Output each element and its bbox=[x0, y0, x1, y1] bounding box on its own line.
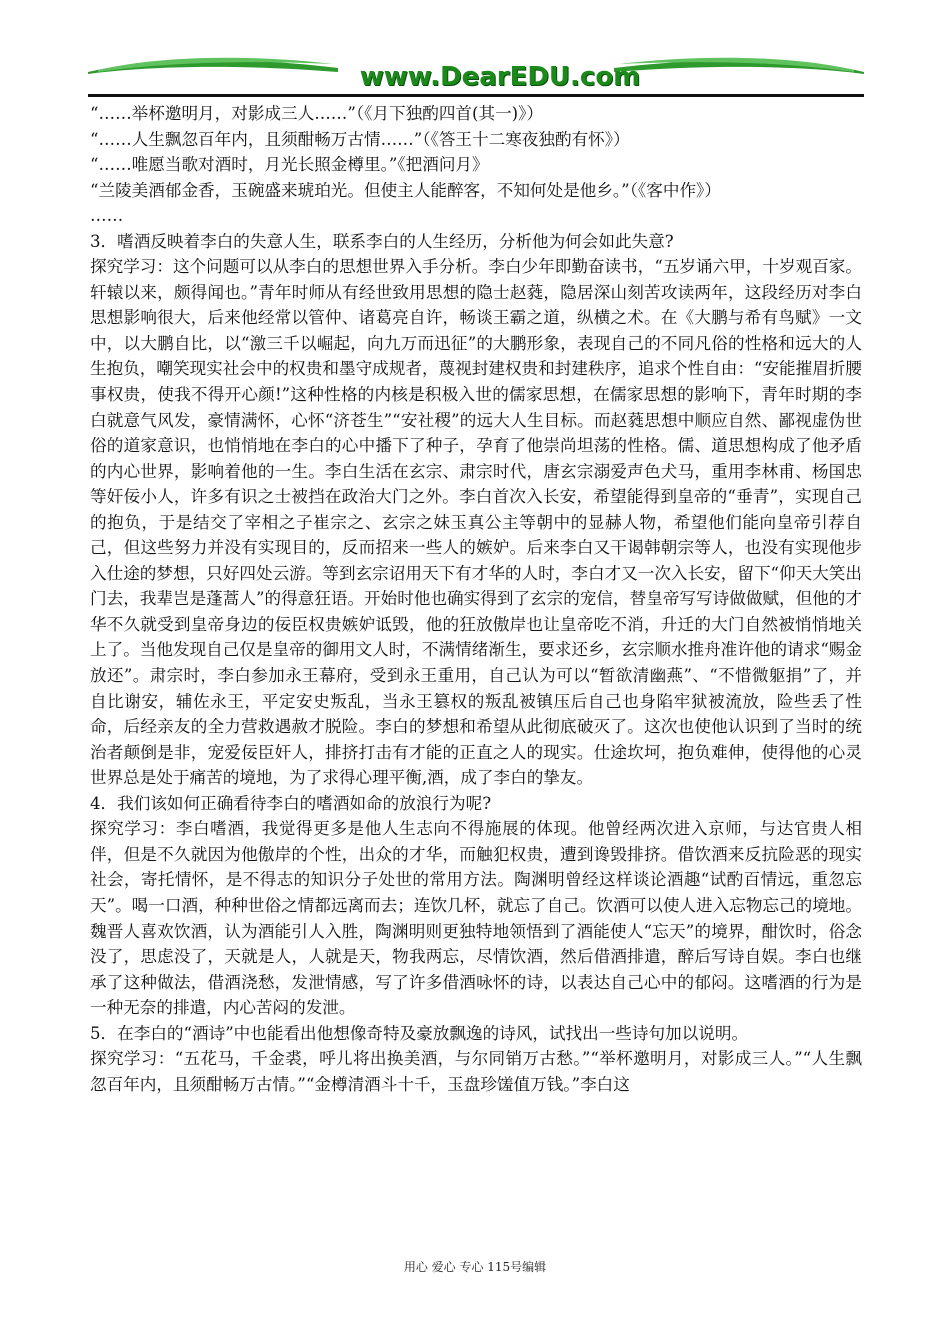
question-4: 4．我们该如何正确看待李白的嗜酒如命的放浪行为呢? bbox=[90, 793, 492, 813]
poem-quote: “兰陵美酒郁金香，玉碗盛来琥珀光。但使主人能醉客，不知何处是他乡。”（《客中作》） bbox=[90, 180, 721, 200]
site-header-banner bbox=[88, 50, 864, 98]
poem-quote: “……人生飘忽百年内，且须酣畅万古情……”（《答王十二寒夜独酌有怀》） bbox=[90, 129, 630, 149]
page-footer: 用心 爱心 专心 115号编辑 bbox=[403, 1260, 547, 1274]
poem-quote: “……举杯邀明月，对影成三人……”（《月下独酌四首(其一)》） bbox=[90, 104, 544, 123]
answer-3: 探究学习：这个问题可以从李白的思想世界入手分析。李白少年即勤奋读书，“五岁诵六甲，十岁观百家。轩辕以来，颇得闻也。”青年时师从有经世致用思想的隐士赵蕤，隐居深山刻苦攻读两年，这段经历对李白思想影响很大，后来他经常以管仲、诸葛亮自许，畅谈王霸之道，纵横之术。在《大鹏与希有鸟赋》一文中，以大鹏自比，以“激三千以崛起，向九万而迅征”的大鹏形象，表现自己的不同凡俗的性格和远大的人生抱负，嘲笑现实社会中的权贵和墨守成规者，蔑视封建权贵和封建秩序，追求个性自由：“安能摧眉折腰事权贵，使我不得开心颜!”这种性格的内核是积极入世的儒家思想，在儒家思想的影响下，青年时期的李白就意气风发，豪情满怀，心怀“济苍生”“安社稷”的远大人生目标。而赵蕤思想中顺应自然、鄙视虚伪世俗的道家意识，也悄悄地在李白的心中播下了种子，孕育了他崇尚坦荡的性格。儒、道思想构成了他矛盾的内心世界，影响着他的一生。李白生活在玄宗、肃宗时代，唐玄宗溺爱声色犬马，重用李林甫、杨国忠等奸佞小人，许多有识之士被挡在政治大门之外。李白首次入长安，希望能得到皇帝的“垂青”，实现自己的抱负，于是结交了宰相之子崔宗之、玄宗之妹玉真公主等朝中的显赫人物，希望他们能向皇帝引荐自己，但这些努力并没有实现目的，反而招来一些人的嫉妒。后来李白又干谒韩朝宗等人，也没有实现他步入仕途的梦想，只好四处云游。等到玄宗诏用天下有才华的人时，李白才又一次入长安，留下“仰天大笑出门去，我辈岂是蓬蒿人”的得意狂语。开始时他也确实得到了玄宗的宠信，替皇帝写写诗做做赋，但他的才华不久就受到皇帝身边的佞臣权贵嫉妒诋毁，他的狂放傲岸也让皇帝吃不消，升迁的大门自然被悄悄地关上了。当他发现自己仅是皇帝的御用文人时，不满情绪渐生，要求还乡，玄宗顺水推舟准许他的请求“赐金放还”。肃宗时，李白参加永王幕府，受到永王重用，自己认为可以“暂欲清幽燕”、“不惜微躯捐”了，并自比谢安，辅佐永王，平定安史叛乱，当永王篡权的叛乱被镇压后自己也身陷牢狱被流放，险些丢了性命，后经亲友的全力营救遇赦才脱险。李白的梦想和希望从此彻底破灭了。这次也使他认识到了当时的统治者颠倒是非，宠爱佞臣奸人，排挤打击有才能的正直之人的现实。仕途坎坷，抱负难伸，使得他的心灵世界总是处于痛苦的境地，为了求得心理平衡,酒，成了李白的挚友。 bbox=[90, 257, 862, 788]
question-3: 3．嗜酒反映着李白的失意人生，联系李白的人生经历，分析他为何会如此失意? bbox=[90, 231, 674, 251]
answer-5: 探究学习：“五花马，千金裘，呼儿将出换美酒，与尔同销万古愁。”“举杯邀明月，对影成三人。”“人生飘忽百年内，且须酣畅万古情。”“金樽清酒斗十千，玉盘珍馐值万钱。”李白这 bbox=[90, 1049, 862, 1094]
site-logo[interactable]: www.DearEDU.com bbox=[359, 62, 641, 92]
document-body bbox=[90, 101, 862, 1097]
answer-4: 探究学习：李白嗜酒，我觉得更多是他人生志向不得施展的体现。他曾经两次进入京师，与达官贵人相伴，但是不久就因为他傲岸的个性，出众的才华，而触犯权贵，遭到谗毁排挤。借饮酒来反抗险恶的现实社会，寄托情怀，是不得志的知识分子处世的常用方法。陶渊明曾经这样谈论酒趣“试酌百情远，重忽忘天”。喝一口酒，种种世俗之情都远离而去；连饮几杯，就忘了自己。饮酒可以使人进入忘物忘己的境地。魏晋人喜欢饮酒，认为酒能引人入胜，陶渊明则更独特地领悟到了酒能使人“忘天”的境界，酣饮时，俗念没了，思虑没了，天就是人，人就是天，物我两忘，尽情饮酒，然后借酒排遣，醉后写诗自娱。李白也继承了这种做法，借酒浇愁，发泄情感，写了许多借酒咏怀的诗，以表达自己心中的郁闷。这嗜酒的行为是一种无奈的排遣，内心苦闷的发泄。 bbox=[90, 819, 862, 1018]
question-5: 5．在李白的“酒诗”中也能看出他想像奇特及豪放飘逸的诗风，试找出一些诗句加以说明。 bbox=[90, 1023, 749, 1043]
poem-quote: “……唯愿当歌对酒时，月光长照金樽里。”《把酒问月》 bbox=[90, 155, 489, 175]
ellipsis-line: …… bbox=[90, 206, 124, 226]
